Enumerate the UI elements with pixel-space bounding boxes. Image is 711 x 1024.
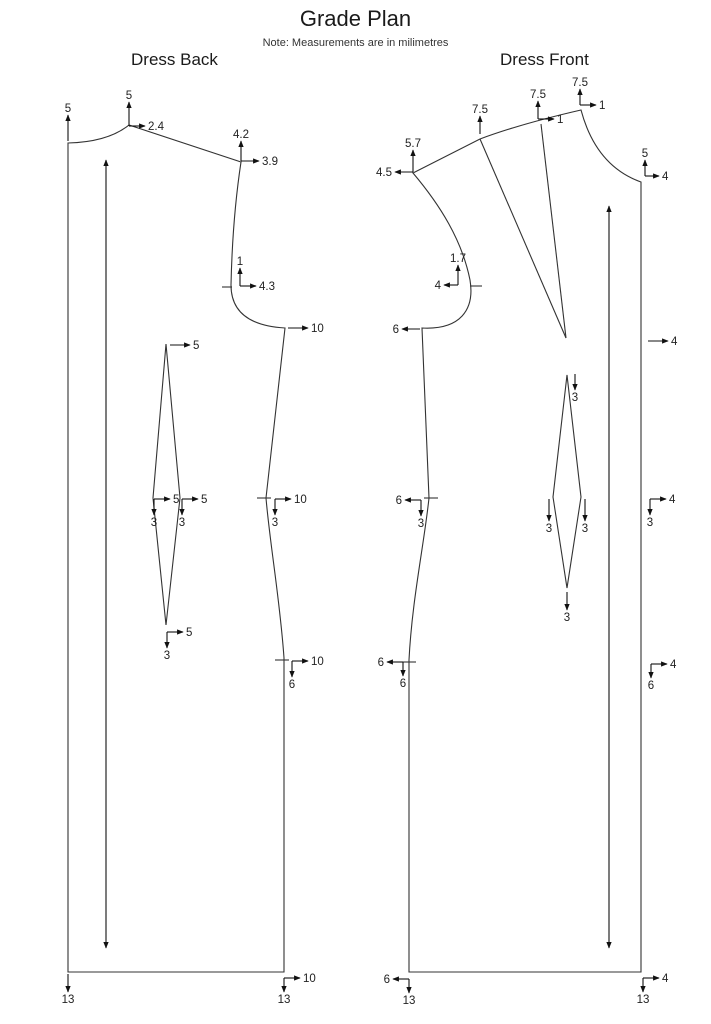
grade-value-label: 5: [173, 494, 180, 506]
back-waist-dart: [150, 344, 180, 625]
grade-value-label: 13: [402, 995, 416, 1007]
grade-value-label: 3: [417, 518, 425, 530]
grade-value-label: 1.7: [450, 253, 466, 265]
grade-value-label: 1: [599, 100, 606, 112]
grade-value-label: 6: [395, 495, 402, 507]
grade-value-label: 4: [434, 280, 441, 292]
front-shoulder-dart-right: [541, 124, 566, 338]
grade-value-label: 3: [163, 650, 171, 662]
grade-value-label: 4.2: [233, 129, 249, 141]
front-outline: [409, 110, 641, 972]
grade-value-label: 7.5: [530, 89, 546, 101]
grade-value-label: 6: [383, 974, 390, 986]
grade-value-label: 5: [641, 148, 649, 160]
grade-value-label: 5.7: [405, 138, 421, 150]
grade-value-label: 3: [150, 517, 158, 529]
dress-back-label: Dress Back: [131, 50, 218, 69]
grade-value-label: 6: [377, 657, 384, 669]
grade-arrows: [62, 77, 678, 1007]
grade-value-label: 4: [662, 973, 669, 985]
grade-value-label: 4.5: [376, 167, 392, 179]
grade-value-label: 4: [669, 494, 676, 506]
dress-back-piece: [68, 125, 289, 972]
grade-value-label: 1: [236, 256, 244, 268]
grade-value-label: 3.9: [262, 156, 278, 168]
grade-value-label: 3: [646, 517, 654, 529]
dress-front-piece: [403, 110, 641, 972]
grade-value-label: 10: [294, 494, 307, 506]
grade-value-label: 10: [311, 323, 324, 335]
grade-value-label: 2.4: [148, 121, 164, 133]
grade-value-label: 3: [571, 392, 579, 404]
front-waist-dart: [553, 375, 581, 588]
measurement-note: Note: Measurements are in milimetres: [262, 37, 449, 49]
grade-value-label: 10: [303, 973, 316, 985]
front-shoulder-dart-left: [480, 139, 566, 338]
grade-value-label: 3: [545, 523, 553, 535]
grade-value-label: 4: [670, 659, 677, 671]
grade-value-label: 10: [311, 656, 324, 668]
grade-value-label: 7.5: [472, 104, 488, 116]
grade-value-label: 3: [271, 517, 279, 529]
dress-front-label: Dress Front: [500, 50, 589, 69]
grade-value-label: 6: [288, 679, 296, 691]
grade-value-label: 5: [193, 340, 200, 352]
back-outline: [68, 125, 285, 972]
grade-value-label: 13: [277, 994, 291, 1006]
grade-value-label: 7.5: [572, 77, 588, 89]
grade-value-label: 3: [563, 612, 571, 624]
grade-value-label: 5: [125, 90, 133, 102]
grade-value-label: 6: [392, 324, 399, 336]
grade-value-label: 5: [64, 103, 72, 115]
grade-value-label: 3: [178, 517, 186, 529]
grade-value-label: 4.3: [259, 281, 275, 293]
grade-value-label: 6: [399, 678, 407, 690]
grade-value-label: 4: [671, 336, 678, 348]
grade-value-label: 1: [557, 114, 564, 126]
grade-value-label: 3: [581, 523, 589, 535]
grade-value-label: 4: [662, 171, 669, 183]
grade-value-label: 6: [647, 680, 655, 692]
page-title: Grade Plan: [299, 6, 412, 31]
grade-value-label: 13: [636, 994, 650, 1006]
grade-value-label: 13: [61, 994, 75, 1006]
grade-value-label: 5: [186, 627, 193, 639]
grade-value-label: 5: [201, 494, 208, 506]
